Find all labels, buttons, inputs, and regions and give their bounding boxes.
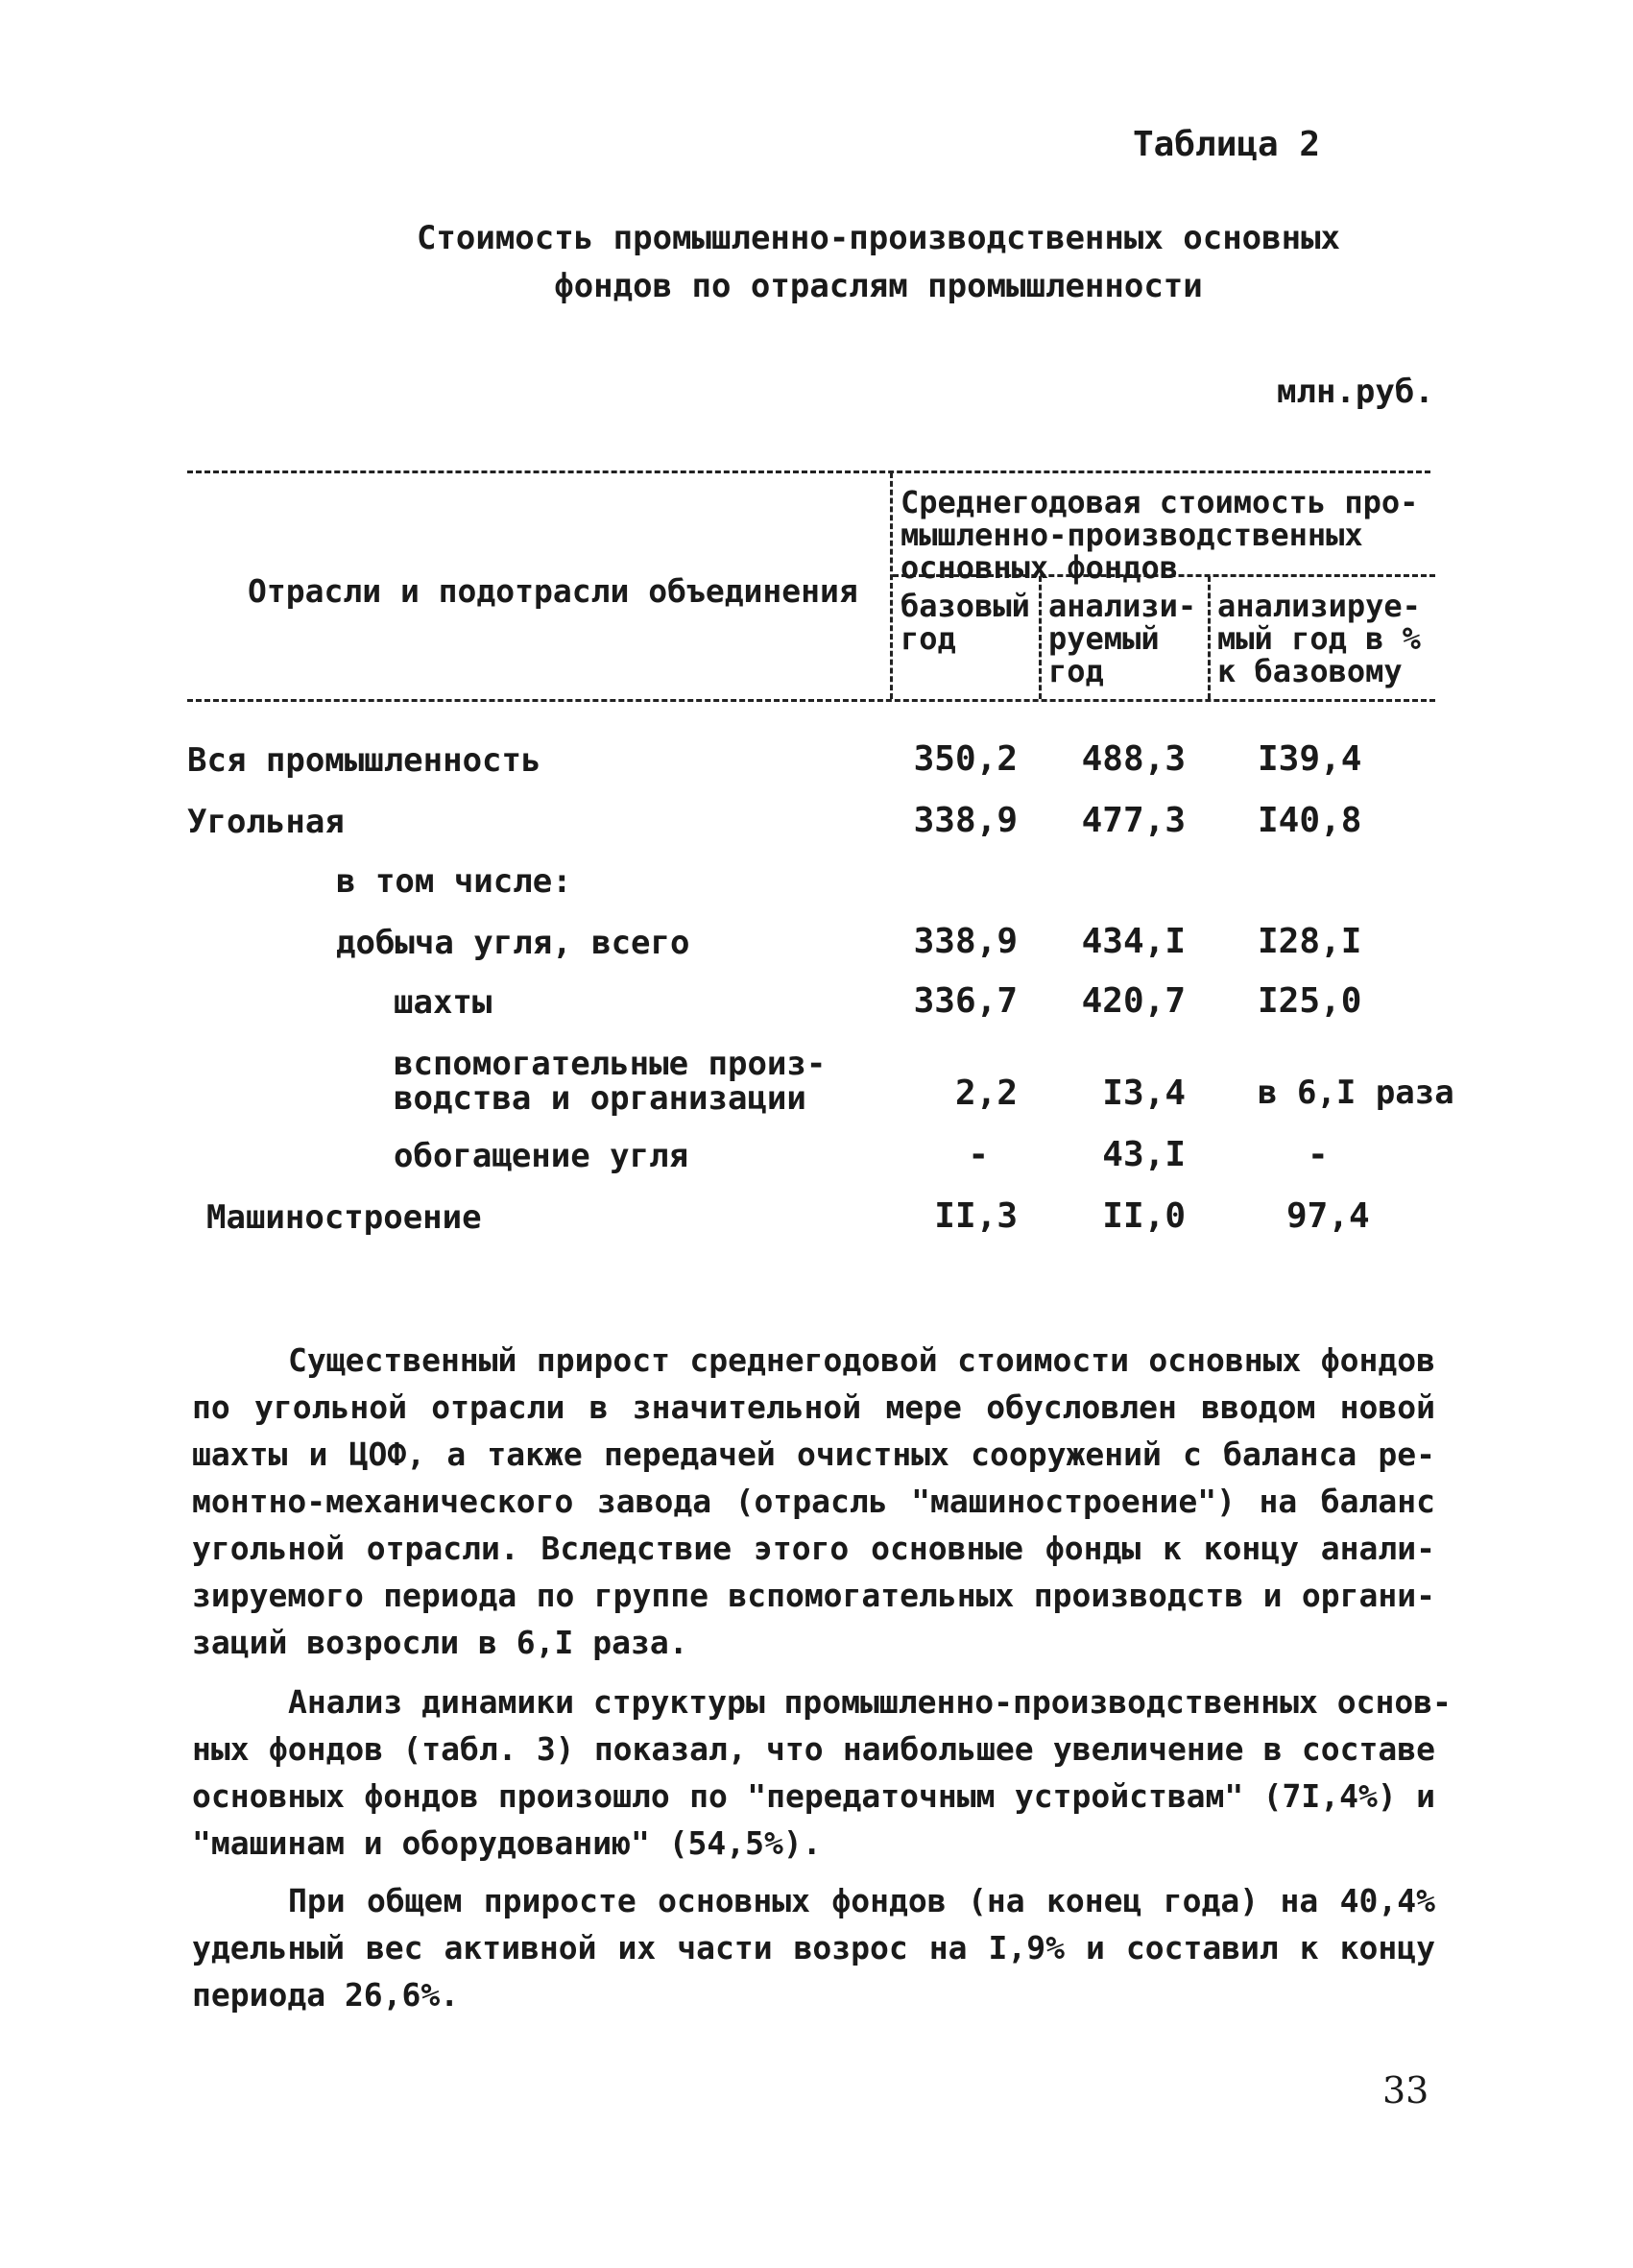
table-cell-analyzed: 434,I (1081, 922, 1186, 961)
table-title-line-1: Стоимость промышленно-производственных основных (416, 219, 1341, 257)
table-row-label: вспомогательные произ- водства и организации (394, 1045, 827, 1118)
table-cell-percent: I40,8 (1258, 801, 1362, 840)
table-cell-percent: в 6,I раза (1258, 1074, 1454, 1112)
col-header-industry: Отрасли и подотрасли объединения (248, 572, 858, 610)
table-cell-base: 338,9 (913, 922, 1018, 961)
table-row-label: добыча угля, всего (336, 924, 690, 962)
body-paragraph-1: Существенный прирост среднегодовой стоимости основных фондов по угольной отрасли в значительной мере обусловлен вводом новой шахты и ЦОФ, а также передачей очистных сооружений с баланса ре- монтно-механического завода (отрасль "машиностроение") на баланс угольной отрасли. Вследствие этого основные фонды к концу анали- зируемого периода по группе вспомогательных производств и органи- заций возросли в 6,I раза. (192, 1341, 1435, 1661)
table-cell-analyzed: I3,4 (1102, 1074, 1186, 1113)
table-cell-percent: - (1308, 1135, 1329, 1174)
table-row-label: в том числе: (336, 862, 572, 901)
table-header-bottom-rule (187, 699, 1435, 702)
column-divider-2 (1039, 576, 1042, 699)
col-header-analyzed-year: анализи- руемый год (1048, 588, 1197, 689)
table-cell-base: 336,7 (913, 981, 1018, 1021)
page-number: 33 (1382, 2069, 1429, 2111)
table-cell-base: 2,2 (954, 1074, 1018, 1113)
table-cell-base: II,3 (934, 1196, 1018, 1236)
table-label: Таблица 2 (1133, 125, 1321, 164)
table-row-label: обогащение угля (394, 1137, 689, 1175)
column-divider-3 (1208, 576, 1211, 699)
table-cell-percent: I25,0 (1258, 981, 1362, 1021)
col-header-group: Среднегодовая стоимость про- мышленно-производственных основных фондов (901, 484, 1419, 586)
table-cell-base: 338,9 (913, 801, 1018, 840)
table-cell-analyzed: 488,3 (1081, 739, 1186, 779)
table-cell-base: - (968, 1135, 989, 1174)
body-paragraph-2: Анализ динамики структуры промышленно-производственных основ- ных фондов (табл. 3) показал, что наибольшее увеличение в составе основных фондов произошло по "передаточным устройствам" (7I,4%) и "машинам и оборудованию" (54,5%). (192, 1683, 1452, 1862)
table-title-line-2: фондов по отраслям промышленности (554, 267, 1203, 305)
table-row-label: Машиностроение (206, 1198, 482, 1237)
table-cell-percent: I39,4 (1258, 739, 1362, 779)
table-row-label: Вся промышленность (187, 741, 541, 780)
table-cell-percent: I28,I (1258, 922, 1362, 961)
col-header-base-year: базовый год (901, 588, 1030, 657)
table-row-label: Угольная (187, 803, 345, 841)
table-cell-analyzed: II,0 (1102, 1196, 1186, 1236)
col-header-percent: анализируе- мый год в % к базовому (1217, 588, 1421, 689)
table-cell-analyzed: 43,I (1102, 1135, 1186, 1174)
table-row-label: шахты (394, 983, 492, 1022)
column-divider-1 (890, 472, 893, 699)
table-cell-analyzed: 477,3 (1081, 801, 1186, 840)
table-cell-percent: 97,4 (1286, 1196, 1370, 1236)
table-cell-analyzed: 420,7 (1081, 981, 1186, 1021)
body-paragraph-3: При общем приросте основных фондов (на конец года) на 40,4% удельный вес активной их части возрос на I,9% и составил к концу периода 26,6%. (192, 1882, 1435, 2014)
table-cell-base: 350,2 (913, 739, 1018, 779)
unit-label: млн.руб. (1277, 373, 1434, 411)
table-top-rule (187, 470, 1430, 473)
